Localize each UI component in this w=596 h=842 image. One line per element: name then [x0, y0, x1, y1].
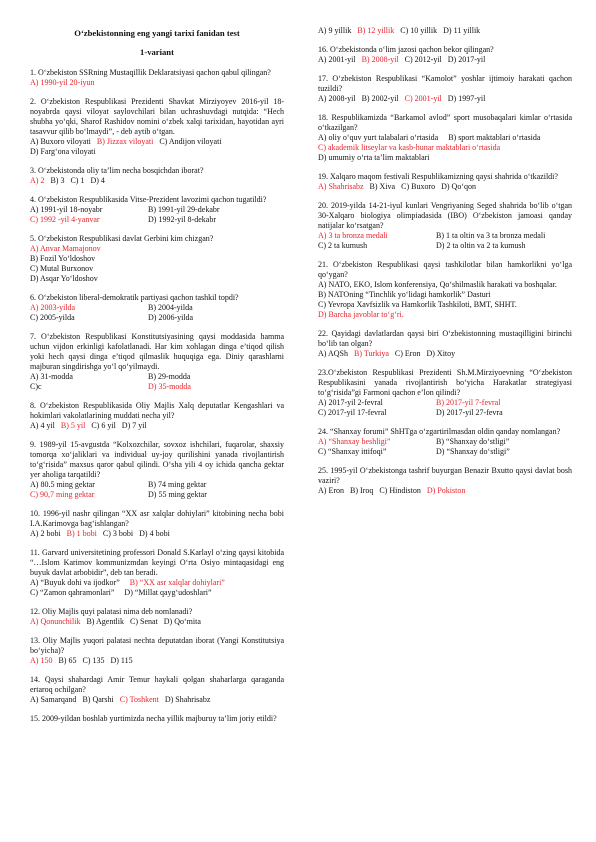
answer-option[interactable]: C) Andijon viloyati — [159, 137, 222, 146]
answer-option[interactable]: C) 2005-yilda — [30, 313, 75, 322]
answer-option[interactable]: D) 35-modda — [148, 382, 191, 391]
question-text: 17. O‘zbekiston Respublikasi “Kamolot” yoshlar ijtimoiy harakati qachon tuzildi? — [318, 74, 572, 93]
answer-option[interactable]: C) 3 bobi — [102, 529, 134, 538]
variant-label: 1-variant — [140, 47, 174, 57]
answer-option[interactable]: D) Barcha javoblar to‘g‘ri. — [318, 310, 404, 319]
answer-option[interactable]: D) 2017-yil — [447, 55, 486, 64]
answer-option[interactable]: D) Qo‘qon — [441, 182, 476, 191]
answer-options — [30, 695, 284, 705]
answer-option[interactable]: B) 1 bobi — [66, 529, 97, 538]
question-text: 24. “Shanxay forumi” ShHTga o‘zgartirilmasdan oldin qanday nomlangan? — [318, 427, 561, 436]
answer-option[interactable]: B) 2017-yil 7-fevral — [436, 398, 501, 407]
question — [318, 466, 572, 496]
answer-option[interactable]: A) 1990-yil 20-iyun — [30, 78, 95, 87]
answer-option[interactable]: B) Turkiya — [354, 349, 389, 358]
answer-option[interactable]: A) “Shanxay beshligi” — [318, 437, 391, 446]
answer-option[interactable]: A) 4 yil — [30, 421, 55, 430]
answer-option[interactable]: B) Xiva — [369, 182, 396, 191]
question — [30, 675, 284, 705]
question — [30, 97, 284, 157]
answer-option[interactable]: D) 11 yillik — [443, 26, 481, 35]
answer-option[interactable]: A) NATO, EKO, Islom konferensiya, Qo‘shilmaslik harakati va boshqalar. — [318, 280, 557, 289]
question — [318, 26, 572, 36]
answer-option[interactable]: A) 150 — [30, 656, 53, 665]
answer-option[interactable]: D) umumiy o‘rta ta’lim maktablari — [318, 153, 430, 162]
question — [30, 234, 284, 284]
left-column — [30, 26, 284, 733]
answer-option[interactable]: D) “Shanxay do‘stligi” — [436, 447, 510, 456]
question-text: 3. O‘zbekistonda oliy ta’lim necha bosqichdan iborat? — [30, 166, 204, 175]
answer-option[interactable]: B) Agentlik — [86, 617, 124, 626]
answer-option[interactable]: D) 2017-yil 27-fevra — [436, 408, 503, 417]
answer-option[interactable]: A) Buxoro viloyati — [30, 137, 91, 146]
answer-option[interactable]: D) 7 yil — [121, 421, 147, 430]
answer-option[interactable]: A) AQSh — [318, 349, 349, 358]
answer-option[interactable]: B) “Shanxay do‘stligi” — [436, 437, 510, 446]
answer-option[interactable]: A) Qonunchilik — [30, 617, 81, 626]
question-text: 6. O‘zbekiston liberal-demokratik partiyasi qachon tashkil topdi? — [30, 293, 239, 302]
answer-option[interactable]: B) 1991-yil 29-dekabr — [148, 205, 220, 214]
answer-option[interactable]: A) 2001-yil — [318, 55, 356, 64]
question — [30, 607, 284, 627]
answer-options — [318, 94, 572, 104]
question — [30, 636, 284, 666]
question-text: 1. O‘zbekiston SSRning Mustaqillik Deklaratsiyasi qachon qabul qilingan? — [30, 68, 271, 77]
answer-option[interactable]: C) “Shanxay ittifoqi” — [318, 447, 387, 456]
answer-option[interactable]: D) Farg‘ona viloyati — [30, 147, 96, 156]
question — [318, 427, 572, 457]
answer-options — [318, 398, 572, 418]
answer-option[interactable]: D) 1992-yil 8-dekabr — [148, 215, 216, 224]
question — [30, 195, 284, 225]
question-text: 10. 1996-yil nashr qilingan “XX asr xalqlar dohiylari” kitobining necha bobi I.A.Karimovga bag‘ishlangan? — [30, 509, 284, 528]
answer-option[interactable]: B) 12 yillik — [357, 26, 395, 35]
answer-option[interactable]: A) 2017-yil 2-fevral — [318, 398, 383, 407]
answer-option[interactable]: D) 4 bobi — [139, 529, 170, 538]
answer-option[interactable]: B) Qarshi — [82, 695, 114, 704]
answer-options — [30, 176, 284, 186]
answer-option[interactable]: D) 55 ming gektar — [148, 490, 207, 499]
answer-options — [318, 26, 572, 36]
answer-option[interactable]: A) Samarqand — [30, 695, 77, 704]
answer-option[interactable]: C) 90,7 ming gektar — [30, 490, 95, 499]
answer-option[interactable]: B) 74 ming gektar — [148, 480, 207, 489]
question — [30, 548, 284, 598]
question-text: 21. O‘zbekiston Respublikasi qaysi tashkilotlar bilan hamkorlikni yo‘lga qo‘ygan? — [318, 260, 572, 279]
answer-option[interactable]: C) Toshkent — [119, 695, 159, 704]
answer-options — [318, 231, 572, 251]
answer-options — [318, 280, 572, 320]
answer-options — [318, 182, 572, 192]
question — [30, 714, 284, 724]
answer-option[interactable]: C) Eron — [394, 349, 421, 358]
question — [30, 332, 284, 392]
answer-option[interactable]: C) Senat — [130, 617, 158, 626]
answer-option[interactable]: C) 2012-yil — [404, 55, 442, 64]
question-text: 15. 2009-yildan boshlab yurtimizda necha yillik majburuy ta’lim joriy etildi? — [30, 714, 277, 723]
answer-options — [318, 133, 572, 163]
page-title — [30, 28, 284, 58]
answer-option[interactable]: A) Eron — [318, 486, 344, 495]
answer-option[interactable]: C) 6 yil — [91, 421, 116, 430]
answer-option[interactable]: B) Jizzax viloyati — [96, 137, 154, 146]
question-text: 9. 1989-yil 15-avgustda “Kolxozchilar, sovxoz ishchilari, fuqarolar, shaxsiy tomorqa xo‘jaliklari va individual uy-joy qurilishini yanada rivojlantirish to‘g‘risida” maxsus qaror qabul qilindi. O‘sha yili 4 oy ichida qancha gektar yer aholiga tarqatildi? — [30, 440, 284, 479]
question-text: 12. Oliy Majlis quyi palatasi nima deb nomlanadi? — [30, 607, 193, 616]
question-text: 7. O‘zbekiston Respublikasi Konstitutsiyasining qaysi moddasida hamma uchun vijdon erkinligi kafolatlanadi. Har kim xohlagan dinga e’tiqod qilish yoki hech qaysi dinga e’tiqod qilmaslik huquqiga ega. Diniy qarashlarni majburan singdirishga yo‘l qo‘yilmaydi. — [30, 332, 284, 371]
question — [318, 368, 572, 418]
answer-option[interactable]: A) 2003-yilda — [30, 303, 76, 312]
question — [30, 166, 284, 186]
answer-option[interactable]: D) Shahrisabz — [164, 695, 211, 704]
answer-option[interactable]: C) Hindiston — [379, 486, 421, 495]
answer-options — [30, 372, 284, 392]
answer-option[interactable]: B) 2002-yil — [361, 94, 399, 103]
question — [318, 45, 572, 65]
answer-option[interactable]: B) Iroq — [350, 486, 374, 495]
answer-option[interactable]: B) “XX asr xalqlar dohiylari” — [129, 578, 225, 587]
question-list-right — [318, 26, 572, 496]
answer-option[interactable]: C)c — [30, 382, 42, 391]
answer-option[interactable]: C) “Zamon qahramonlari” — [30, 588, 115, 597]
question-text: 2. O‘zbekiston Respublikasi Prezidenti Shavkat Mirziyoyev 2016-yil 18-noyabrda qaysi viloyat saylovchilari bilan uchrashuvdagi nutqida: “Hech shubha yo‘qki, Sharof Rashidov nomini o‘zbek xalqi tarixidan, hayotidan ayri tasavvur qilib bo‘lmaydi”, - deb aytib o‘tgan. — [30, 97, 284, 136]
answer-option[interactable]: A) 31-modda — [30, 372, 73, 381]
answer-option[interactable]: C) 2001-yil — [404, 94, 442, 103]
answer-option[interactable]: A) Shahrisabz — [318, 182, 364, 191]
answer-option[interactable]: A) 1991-yil 18-noyabr — [30, 205, 103, 214]
question — [318, 74, 572, 104]
question — [30, 293, 284, 323]
answer-option[interactable]: A) 2 bobi — [30, 529, 61, 538]
question-text: 11. Garvard universitetining professori Donald S.Karlayl o‘zing qaysi kitobida “…Islom Karimov kommunizmdan keyingi O‘rta Osiyo mintaqasidagi eng buyuk davlat arbobidir”, deb tan beradi. — [30, 548, 284, 577]
answer-option[interactable]: C) 1992 -yil 4-yanvar — [30, 215, 100, 224]
answer-options — [318, 55, 572, 65]
answer-option[interactable]: B) sport maktablari o‘rtasida — [448, 133, 541, 142]
test-title: O‘zbekistonning eng yangi tarixi fanidan test — [74, 28, 240, 38]
question — [318, 260, 572, 320]
answer-option[interactable]: D) 1997-yil — [447, 94, 486, 103]
answer-options — [30, 529, 284, 539]
answer-option[interactable]: D) 115 — [110, 656, 133, 665]
question-list-left — [30, 68, 284, 724]
answer-option[interactable]: D) 4 — [90, 176, 105, 185]
answer-options — [30, 617, 284, 627]
question — [30, 509, 284, 539]
question — [30, 401, 284, 431]
answer-options — [30, 137, 284, 157]
question — [318, 201, 572, 251]
answer-option[interactable]: C) 2017-yil 17-fevral — [318, 408, 387, 417]
question-text: 25. 1995-yil O‘zbekistonga tashrif buyurgan Benazir Bxutto qaysi davlat bosh vaziri? — [318, 466, 572, 485]
answer-option[interactable]: B) 2004-yilda — [148, 303, 193, 312]
answer-option[interactable]: A) 3 ta bronza medali — [318, 231, 388, 240]
answer-option[interactable]: B) 3 — [50, 176, 65, 185]
question-text: 13. Oliy Majlis yuqori palatasi nechta deputatdan iborat (Yangi Konstitutsiya bo‘yicha)? — [30, 636, 284, 655]
answer-option[interactable]: B) Fozil Yo‘ldoshov — [30, 254, 96, 263]
question — [318, 113, 572, 163]
answer-option[interactable]: B) 29-modda — [148, 372, 191, 381]
answer-option[interactable]: A) oliy o‘quv yurt talabalari o‘rtasida — [318, 133, 439, 142]
answer-options — [30, 244, 284, 284]
question-text: 18. Respublikamizda “Barkamol avlod” sport musobaqalari kimlar o‘rtasida o‘tkazilgan? — [318, 113, 572, 132]
answer-option[interactable]: A) “Buyuk dohi va ijodkor” — [30, 578, 120, 587]
answer-options — [30, 303, 284, 323]
answer-options — [30, 78, 284, 88]
answer-option[interactable]: C) 2 ta kumush — [318, 241, 368, 250]
answer-option[interactable]: D) Qo‘mita — [163, 617, 201, 626]
answer-option[interactable]: C) 1 — [70, 176, 85, 185]
answer-option[interactable]: C) Buxoro — [401, 182, 436, 191]
answer-option[interactable]: A) 2 — [30, 176, 45, 185]
answer-option[interactable]: D) Pokiston — [426, 486, 466, 495]
answer-option[interactable]: D) 2 ta oltin va 2 ta kumush — [436, 241, 526, 250]
question-text: 20. 2019-yilda 14-21-iyul kunlari Vengriyaning Seged shahrida bo‘lib o‘tgan 30-Xalqaro biologiya olimpiadasida (IBO) O‘zbekiston jamoasi qanday natijalar ko‘rsatgan? — [318, 201, 572, 230]
answer-option[interactable]: D) “Millat qayg‘udoshlari” — [124, 588, 212, 597]
answer-options — [318, 349, 572, 359]
question — [318, 172, 572, 192]
answer-option[interactable]: B) NATOning “Tinchlik yo‘lidagi hamkorlik” Dasturi — [318, 290, 491, 299]
right-column — [318, 26, 572, 505]
answer-option[interactable]: C) 135 — [82, 656, 105, 665]
question-text: 22. Qayidagi davlatlardan qaysi biri O‘zbekistonning mustaqilligini birinchi bo‘lib tan olgan? — [318, 329, 572, 348]
answer-options — [30, 480, 284, 500]
answer-option[interactable]: B) 5 yil — [60, 421, 86, 430]
answer-option[interactable]: B) 65 — [58, 656, 77, 665]
answer-options — [318, 437, 572, 457]
answer-option[interactable]: C) Yevropa Xavfsizlik va Hamkorlik Tashkiloti, BMT, SHHT. — [318, 300, 517, 309]
answer-option[interactable]: B) 2008-yil — [361, 55, 399, 64]
question-text: 8. O‘zbekiston Respublikasida Oliy Majlis Xalq deputatlar Kengashlari va hokimlari vakolatlarining muddati necha yil? — [30, 401, 284, 420]
answer-option[interactable]: C) akademik litseylar va kasb-hunar maktablari o‘rtasida — [318, 143, 501, 152]
question-text: 5. O‘zbekiston Respublikasi davlat Gerbini kim chizgan? — [30, 234, 214, 243]
question-text: 19. Xalqaro maqom festivali Respublikamizning qaysi shahrida o‘tkazildi? — [318, 172, 558, 181]
answer-option[interactable]: B) 1 ta oltin va 3 ta bronza medali — [436, 231, 546, 240]
question — [30, 440, 284, 500]
question-text: 4. O‘zbekiston Respublikasida Vitse-Prezident lavozimi qachon tugatildi? — [30, 195, 267, 204]
answer-options — [30, 205, 284, 225]
question-text: 14. Qaysi shahardagi Amir Temur haykali qolgan shaharlarga qaraganda ertaroq ochilgan? — [30, 675, 284, 694]
answer-option[interactable]: D) Xitoy — [426, 349, 456, 358]
answer-options — [30, 656, 284, 666]
answer-option[interactable]: C) Mutal Burxonov — [30, 264, 94, 273]
answer-option[interactable]: D) 2006-yilda — [148, 313, 194, 322]
answer-option[interactable]: C) 10 yillik — [400, 26, 438, 35]
answer-options — [30, 578, 284, 598]
answer-option[interactable]: A) Anvar Mamajonov — [30, 244, 101, 253]
answer-options — [30, 421, 284, 431]
answer-options — [318, 486, 572, 496]
answer-option[interactable]: A) 80.5 ming gektar — [30, 480, 95, 489]
question — [318, 329, 572, 359]
question — [30, 68, 284, 88]
question-text: 16. O‘zbekistonda o‘lim jazosi qachon bekor qilingan? — [318, 45, 494, 54]
answer-option[interactable]: D) Asqar Yo‘ldoshov — [30, 274, 98, 283]
answer-option[interactable]: A) 2008-yil — [318, 94, 356, 103]
question-text: 23.O‘zbekiston Respublikasi Prezidenti Sh.M.Mirziyoevning “O‘zbekiston Respublikasini yanada rivojlantirish bo‘yicha Harakatlar strategiyasi to‘g‘risida”gi Farmoni qachon e’lon qilindi? — [318, 368, 572, 397]
answer-option[interactable]: A) 9 yillik — [318, 26, 352, 35]
